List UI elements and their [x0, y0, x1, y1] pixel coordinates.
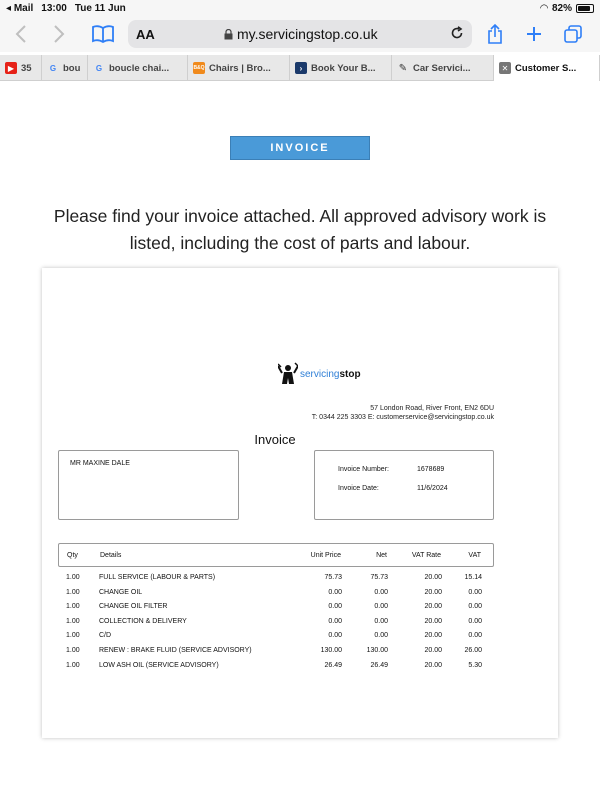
share-icon — [487, 24, 503, 44]
url-text: my.servicingstop.co.uk — [237, 26, 378, 42]
address-line-2: T: 0344 225 3303 E: customerservice@servicingstop.co.uk — [311, 414, 494, 421]
cell-net: 26.49 — [370, 661, 388, 669]
cell-qty: 1.00 — [66, 603, 80, 611]
invoice-document — [42, 268, 558, 738]
youtube-icon: ▶ — [5, 62, 17, 74]
status-time: 13:00 — [41, 2, 67, 14]
invoice-date-row — [338, 485, 448, 492]
cell-vat: 5.30 — [468, 661, 482, 669]
tab-label: Customer S... — [515, 62, 577, 74]
cell-unit-price: 0.00 — [328, 632, 342, 640]
header-details: Details — [100, 552, 122, 559]
tab-label: boucle chai... — [109, 62, 170, 74]
tab-book[interactable] — [290, 55, 392, 81]
invoice-number-value: 1678689 — [417, 466, 445, 473]
tab-label: Chairs | Bro... — [209, 62, 271, 74]
cell-vat-rate: 20.00 — [424, 617, 442, 625]
invoice-title: Invoice — [254, 432, 296, 447]
cell-vat-rate: 20.00 — [424, 574, 442, 581]
servicingstop-logo — [278, 362, 361, 386]
cell-vat-rate: 20.00 — [424, 588, 442, 596]
cell-unit-price: 0.00 — [328, 617, 342, 625]
google-icon: G — [49, 63, 57, 73]
share-button[interactable] — [480, 19, 510, 49]
cell-vat: 0.00 — [468, 632, 482, 640]
tab-label: Book Your B... — [311, 62, 376, 74]
tab-bar — [0, 55, 600, 81]
back-app-label: Mail — [13, 2, 34, 14]
table-row — [58, 630, 494, 645]
logo-text-servicing: servicing — [300, 368, 340, 380]
cell-qty: 1.00 — [66, 588, 80, 596]
cell-unit-price: 26.49 — [324, 661, 342, 669]
invoice-meta-box — [314, 450, 494, 520]
cell-vat-rate: 20.00 — [424, 632, 442, 640]
tab-bq[interactable] — [188, 55, 290, 81]
tab-car-servicing[interactable] — [392, 55, 494, 81]
cell-net: 75.73 — [370, 574, 388, 581]
status-date: Tue 11 Jun — [74, 2, 126, 14]
cell-qty: 1.00 — [66, 617, 80, 625]
lock-icon — [224, 29, 233, 40]
cell-details: FULL SERVICE (LABOUR & PARTS) — [99, 574, 216, 581]
cell-net: 0.00 — [374, 617, 388, 625]
cell-qty: 1.00 — [66, 632, 80, 640]
cell-unit-price: 75.73 — [324, 574, 342, 581]
cell-net: 0.00 — [374, 588, 388, 596]
cell-unit-price: 0.00 — [328, 603, 342, 611]
address-line-1: 57 London Road, River Front, EN2 6DU — [370, 405, 494, 412]
invoice-date-value: 11/6/2024 — [417, 485, 448, 492]
tab-overview-button[interactable] — [558, 19, 588, 49]
customer-box — [58, 450, 239, 520]
invoice-message: Please find your invoice attached. All approved advisory work is listed, including the cost of parts and labour. — [53, 206, 547, 253]
plus-icon — [526, 26, 542, 42]
invoice-button[interactable] — [230, 136, 370, 160]
reader-options-button[interactable] — [136, 27, 155, 42]
cell-vat: 15.14 — [464, 574, 482, 581]
tab-customer-service[interactable] — [494, 55, 600, 81]
company-address — [312, 404, 494, 422]
status-bar — [0, 0, 600, 16]
back-button[interactable] — [6, 19, 36, 49]
header-vat-rate: VAT Rate — [411, 552, 441, 559]
forward-button[interactable] — [44, 19, 74, 49]
line-items-header — [58, 543, 494, 567]
cell-unit-price: 0.00 — [328, 588, 342, 596]
reload-icon — [450, 26, 464, 40]
header-vat: VAT — [468, 552, 481, 559]
cell-vat: 0.00 — [468, 588, 482, 596]
chevron-icon: › — [295, 62, 307, 74]
new-tab-button[interactable] — [519, 19, 549, 49]
header-qty: Qty — [67, 552, 78, 559]
cell-vat-rate: 20.00 — [424, 603, 442, 611]
battery-icon — [576, 4, 594, 13]
table-row — [58, 660, 494, 675]
logo-text-stop: stop — [339, 368, 361, 380]
battery-percent: 82% — [551, 2, 572, 14]
close-icon[interactable]: ✕ — [499, 62, 511, 74]
book-icon — [92, 25, 114, 43]
tab-label: Car Servici... — [413, 62, 471, 74]
table-row — [58, 572, 494, 587]
tab-google-1[interactable] — [42, 55, 88, 81]
cell-unit-price: 130.00 — [320, 646, 342, 654]
invoice-date-label: Invoice Date: — [338, 485, 379, 492]
invoice-number-label: Invoice Number: — [338, 466, 389, 473]
bq-icon: B&Q — [193, 62, 205, 74]
table-row — [58, 616, 494, 631]
browser-toolbar — [0, 16, 600, 52]
cell-details: CHANGE OIL — [99, 588, 143, 596]
tab-label: 35 — [21, 62, 32, 74]
tabs-icon — [564, 25, 582, 43]
table-row — [58, 645, 494, 660]
cell-details: RENEW : BRAKE FLUID (SERVICE ADVISORY) — [99, 646, 252, 654]
cell-vat: 0.00 — [468, 617, 482, 625]
url-field[interactable] — [224, 26, 378, 42]
chevron-right-icon — [53, 25, 65, 43]
cell-vat-rate: 20.00 — [424, 646, 442, 654]
wrench-icon: ✎ — [398, 62, 408, 74]
chevron-left-icon — [15, 25, 27, 43]
header-net: Net — [376, 552, 387, 559]
cell-details: C/D — [99, 632, 112, 640]
address-bar[interactable] — [128, 20, 472, 48]
reload-button[interactable] — [450, 26, 464, 43]
cell-qty: 1.00 — [66, 646, 80, 654]
invoice-button-label: INVOICE — [270, 142, 330, 154]
table-row — [58, 587, 494, 602]
tab-label: bou — [63, 62, 81, 74]
customer-name: MR MAXINE DALE — [70, 460, 130, 467]
tab-google-2[interactable] — [88, 55, 188, 81]
cell-net: 130.00 — [366, 646, 388, 654]
logo-text — [300, 369, 361, 380]
bookmarks-button[interactable] — [88, 19, 118, 49]
cell-details: LOW ASH OIL (SERVICE ADVISORY) — [99, 661, 219, 669]
cell-qty: 1.00 — [66, 574, 80, 581]
tab-youtube[interactable] — [0, 55, 42, 81]
cell-vat-rate: 20.00 — [424, 661, 442, 669]
wifi-icon: ◠ — [540, 2, 548, 14]
cell-qty: 1.00 — [66, 661, 80, 669]
cell-details: CHANGE OIL FILTER — [99, 603, 168, 611]
invoice-number-row — [338, 466, 444, 473]
cell-vat: 0.00 — [468, 603, 482, 611]
cell-net: 0.00 — [374, 632, 388, 640]
aa-label: AA — [136, 26, 155, 42]
cell-details: COLLECTION & DELIVERY — [99, 617, 187, 625]
cell-vat: 26.00 — [464, 646, 482, 654]
back-to-mail-link[interactable]: ◂ Mail — [6, 2, 34, 14]
line-items — [58, 572, 494, 674]
mechanic-icon — [278, 362, 298, 386]
header-unit-price: Unit Price — [310, 552, 341, 559]
table-row — [58, 601, 494, 616]
google-icon: G — [95, 63, 103, 73]
cell-net: 0.00 — [374, 603, 388, 611]
